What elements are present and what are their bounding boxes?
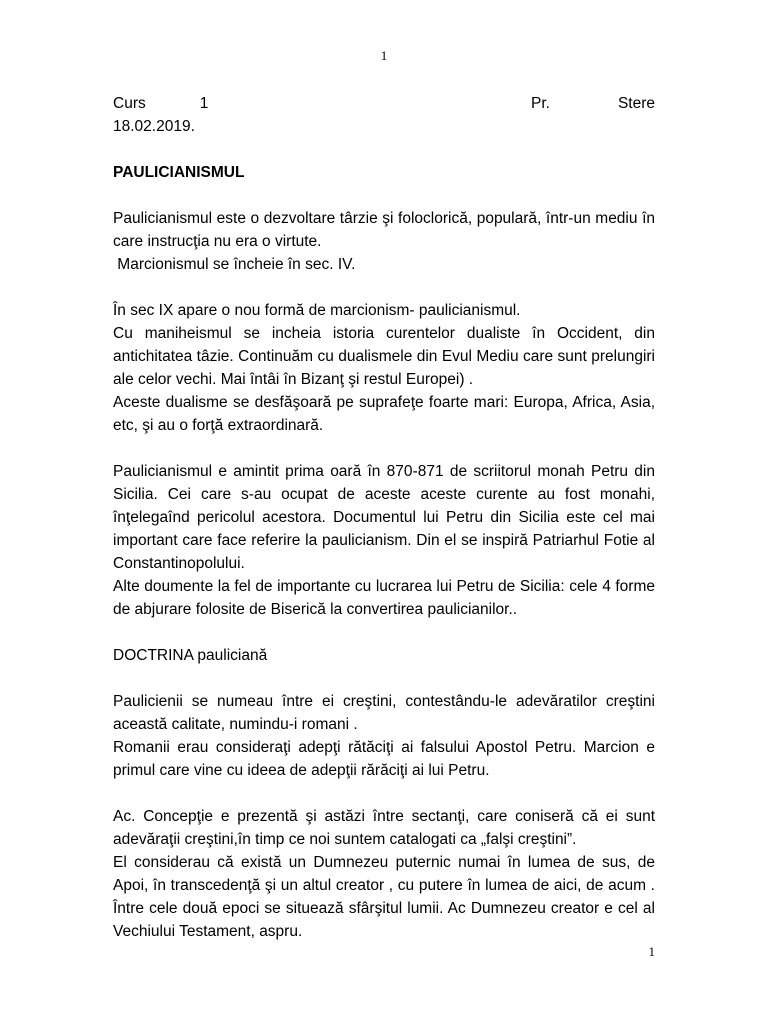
paragraph: Cu maniheismul se incheia istoria curentelor dualiste în Occident, din antichitatea tâzie. Continuăm cu dualismele din Evul Mediu care sunt prelungiri ale celor vechi. Mai întâi în Bizanţ şi restul Europei) .: [113, 325, 655, 388]
course-label: Curs: [113, 95, 146, 112]
page-number-top: 1: [380, 48, 388, 63]
paragraph: Ac. Concepţie e prezentă şi astăzi între sectanţi, care coniseră că ei sunt adevăraţii creştini,în timp ce noi suntem catalogati ca „falşi creştini”.: [113, 808, 655, 848]
paragraph: El considerau că există un Dumnezeu puternic numai în lumea de sus, de Apoi, în transcedenţă şi un altul creator , cu putere în lumea de aici, de acum . Între cele două epoci se situează sfârşitul lumii. Ac Dumnezeu creator e cel al Vechiului Testament, aspru.: [113, 854, 655, 940]
course-date: 18.02.2019.: [113, 118, 195, 135]
section-heading: DOCTRINA pauliciană: [113, 647, 268, 664]
paragraph: Paulicianismul e amintit prima oară în 870-871 de scriitorul monah Petru din Sicilia. Cei care s-au ocupat de aceste aceste curente au fost monahi, înţelegaînd pericolul acestora. Documentul lui Petru din Sicilia este cel mai important care face referire la paulicianism. Din el se inspiră Patriarhul Fotie al Constantinopolului.: [113, 463, 655, 572]
author-prefix: Pr.: [530, 95, 550, 112]
document-body: [113, 92, 655, 943]
author-name: Stere: [617, 95, 655, 112]
paragraph: Aceste dualisme se desfăşoară pe suprafeţe foarte mari: Europa, Africa, Asia, etc, şi au o forţă extraordinară.: [113, 394, 655, 434]
course-number: 1: [199, 95, 209, 112]
paragraph: Romanii erau consideraţi adepţi rătăciţi ai falsului Apostol Petru. Marcion e primul care vine cu ideea de adepţii rărăciţi ai lui Petru.: [113, 739, 655, 779]
paragraph: Paulicianismul este o dezvoltare târzie şi foloclorică, populară, într-un mediu în care instrucţia nu era o virtute.: [113, 210, 655, 250]
paragraph: Paulicienii se numeau între ei creştini, contestându-le adevăratilor creştini această calitate, numindu-i romani .: [113, 693, 655, 733]
paragraph: Marcionismul se încheie în sec. IV.: [113, 256, 356, 273]
paragraph: Alte doumente la fel de importante cu lucrarea lui Petru de Sicilia: cele 4 forme de abjurare folosite de Biserică la convertirea paulicianilor..: [113, 578, 655, 618]
document-title: PAULICIANISMUL: [113, 164, 245, 181]
paragraph: În sec IX apare o nou formă de marcionism- paulicianismul.: [113, 302, 521, 319]
page-number-bottom: 1: [648, 944, 655, 959]
course-header: [113, 92, 655, 115]
